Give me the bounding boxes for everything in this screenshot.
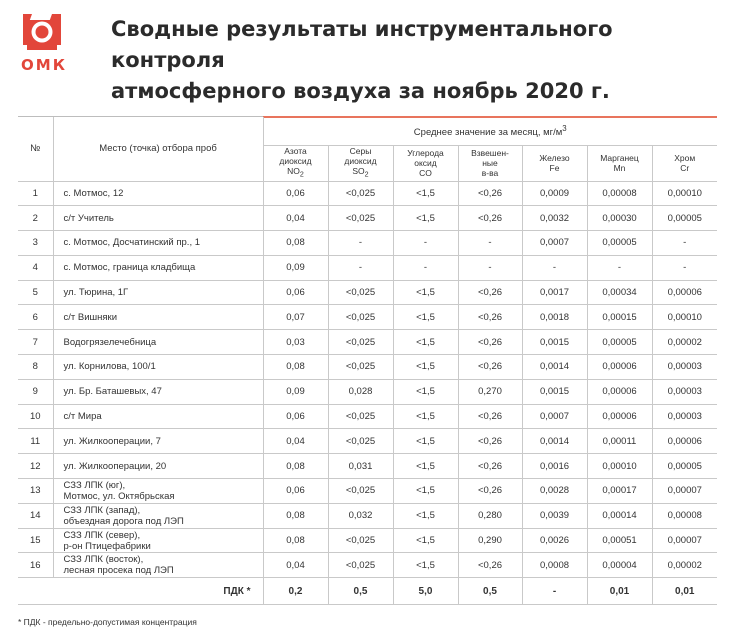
row-value: <1,5 xyxy=(393,553,458,578)
row-value: <0,025 xyxy=(328,355,393,380)
pdk-value: 0,2 xyxy=(263,578,328,605)
row-value: - xyxy=(458,255,522,280)
row-value: 0,00010 xyxy=(652,181,717,206)
row-value: 0,00007 xyxy=(652,528,717,553)
title-line-1: Сводные результаты инструментального контроля xyxy=(111,17,613,72)
header-pollutant xyxy=(652,145,717,181)
pdk-value: 0,5 xyxy=(458,578,522,605)
pollutant-name-line1: Взвешен- xyxy=(471,148,509,158)
row-value: <1,5 xyxy=(393,355,458,380)
pollutant-formula: Fe xyxy=(549,163,560,173)
row-value: - xyxy=(393,231,458,256)
row-value: <1,5 xyxy=(393,305,458,330)
row-value: 0,0016 xyxy=(522,454,587,479)
row-value: - xyxy=(328,255,393,280)
row-value: <1,5 xyxy=(393,528,458,553)
row-value: <1,5 xyxy=(393,503,458,528)
row-place-line: лесная просека под ЛЭП xyxy=(63,565,174,577)
row-place xyxy=(53,553,263,578)
row-value: 0,00010 xyxy=(652,305,717,330)
row-value: <0,025 xyxy=(328,479,393,504)
row-value: 0,0007 xyxy=(522,404,587,429)
row-value: 0,04 xyxy=(263,553,328,578)
row-value: 0,00005 xyxy=(652,454,717,479)
table-row xyxy=(18,280,717,305)
row-value: 0,06 xyxy=(263,479,328,504)
row-value: <0,025 xyxy=(328,330,393,355)
pdk-label: ПДК * xyxy=(18,578,263,605)
row-value: 0,0032 xyxy=(522,206,587,231)
pdk-value: - xyxy=(522,578,587,605)
row-value: 0,08 xyxy=(263,528,328,553)
pollutant-formula: CO xyxy=(419,168,432,178)
header-pollutant xyxy=(328,145,393,181)
pollutant-name-line1: Серы xyxy=(349,146,372,157)
row-value: 0,00011 xyxy=(587,429,652,454)
row-value: 0,00017 xyxy=(587,479,652,504)
row-value: 0,00005 xyxy=(652,206,717,231)
row-place xyxy=(53,528,263,553)
row-value: 0,0015 xyxy=(522,330,587,355)
table-row xyxy=(18,429,717,454)
row-value: 0,270 xyxy=(458,379,522,404)
row-value: <0,26 xyxy=(458,181,522,206)
pollutant-name-line2: оксид xyxy=(414,158,437,168)
row-value: 0,0028 xyxy=(522,479,587,504)
row-value: <1,5 xyxy=(393,479,458,504)
row-value: 0,00010 xyxy=(587,454,652,479)
row-value: 0,0039 xyxy=(522,503,587,528)
row-value: - xyxy=(587,255,652,280)
header-number: № xyxy=(18,117,53,181)
row-value: <1,5 xyxy=(393,379,458,404)
row-place-line: СЗЗ ЛПК (юг), xyxy=(63,479,126,491)
table-row xyxy=(18,181,717,206)
row-value: 0,09 xyxy=(263,379,328,404)
row-number: 7 xyxy=(18,330,53,355)
row-place-line: р-он Птицефабрики xyxy=(63,540,151,552)
row-value: <1,5 xyxy=(393,454,458,479)
row-number: 8 xyxy=(18,355,53,380)
pollutant-name-line2: диоксид xyxy=(279,156,312,167)
row-value: <0,26 xyxy=(458,305,522,330)
row-value: 0,00003 xyxy=(652,404,717,429)
row-place-line: ул. Корнилова, 100/1 xyxy=(63,361,156,373)
row-value: 0,00006 xyxy=(652,280,717,305)
header-average-sup: 3 xyxy=(562,123,567,133)
row-value: <0,26 xyxy=(458,479,522,504)
row-value: <0,26 xyxy=(458,330,522,355)
table-body xyxy=(18,181,717,605)
row-value: 0,00006 xyxy=(587,404,652,429)
footnote: * ПДК - предельно-допустимая концентрация xyxy=(18,617,197,627)
row-number: 14 xyxy=(18,503,53,528)
pollutant-formula: Mn xyxy=(613,163,626,173)
row-value: <0,025 xyxy=(328,553,393,578)
row-value: 0,00051 xyxy=(587,528,652,553)
row-place-line: Мотмос, ул. Октябрьская xyxy=(63,490,175,502)
row-value: - xyxy=(652,255,717,280)
row-value: <0,025 xyxy=(328,280,393,305)
row-value: 0,08 xyxy=(263,503,328,528)
row-value: 0,08 xyxy=(263,355,328,380)
row-place xyxy=(53,255,263,280)
row-value: 0,0014 xyxy=(522,355,587,380)
row-value: 0,0008 xyxy=(522,553,587,578)
title-line-2: атмосферного воздуха за ноябрь 2020 г. xyxy=(111,79,610,103)
pollutant-name-line2: Марганец xyxy=(600,153,639,163)
pollutant-formula: SO xyxy=(352,166,365,177)
pollutant-formula-sub: 2 xyxy=(299,170,304,179)
header-pollutant xyxy=(263,145,328,181)
row-place-line: ул. Жилкооперации, 7 xyxy=(63,435,161,447)
table-row xyxy=(18,404,717,429)
row-number: 2 xyxy=(18,206,53,231)
row-value: 0,03 xyxy=(263,330,328,355)
table-row xyxy=(18,454,717,479)
table-row xyxy=(18,231,717,256)
row-value: 0,00004 xyxy=(587,553,652,578)
row-number: 3 xyxy=(18,231,53,256)
row-value: 0,08 xyxy=(263,454,328,479)
row-number: 4 xyxy=(18,255,53,280)
row-value: 0,0017 xyxy=(522,280,587,305)
row-value: <1,5 xyxy=(393,330,458,355)
row-value: 0,07 xyxy=(263,305,328,330)
row-place xyxy=(53,503,263,528)
row-value: 0,00006 xyxy=(587,355,652,380)
omk-logo xyxy=(14,14,72,74)
row-value: <1,5 xyxy=(393,429,458,454)
row-value: 0,032 xyxy=(328,503,393,528)
pdk-value: 5,0 xyxy=(393,578,458,605)
row-value: 0,00008 xyxy=(652,503,717,528)
row-value: 0,0014 xyxy=(522,429,587,454)
row-value: 0,290 xyxy=(458,528,522,553)
row-value: 0,00005 xyxy=(587,231,652,256)
row-value: 0,0026 xyxy=(522,528,587,553)
row-value: 0,0007 xyxy=(522,231,587,256)
row-value: - xyxy=(652,231,717,256)
row-number: 11 xyxy=(18,429,53,454)
row-place xyxy=(53,404,263,429)
row-value: 0,00003 xyxy=(652,379,717,404)
row-value: <0,025 xyxy=(328,429,393,454)
row-value: 0,00030 xyxy=(587,206,652,231)
row-value: <0,26 xyxy=(458,280,522,305)
row-value: <0,26 xyxy=(458,404,522,429)
row-value: 0,04 xyxy=(263,206,328,231)
row-value: <0,025 xyxy=(328,305,393,330)
pollutant-formula: NO xyxy=(287,166,300,177)
row-number: 16 xyxy=(18,553,53,578)
row-number: 12 xyxy=(18,454,53,479)
header-pollutant xyxy=(393,145,458,181)
row-place xyxy=(53,305,263,330)
row-value: <0,025 xyxy=(328,528,393,553)
row-value: 0,00015 xyxy=(587,305,652,330)
row-place xyxy=(53,479,263,504)
row-value: 0,00005 xyxy=(587,330,652,355)
row-value: 0,00002 xyxy=(652,330,717,355)
row-place xyxy=(53,181,263,206)
row-value: 0,06 xyxy=(263,280,328,305)
table-row xyxy=(18,330,717,355)
row-place-line: СЗЗ ЛПК (север), xyxy=(63,529,141,541)
row-place xyxy=(53,429,263,454)
row-place-line: с/т Учитель xyxy=(63,212,114,224)
row-place-line: с/т Вишняки xyxy=(63,311,117,323)
table-row xyxy=(18,553,717,578)
header-average xyxy=(263,117,717,145)
row-value: 0,00003 xyxy=(652,355,717,380)
row-place xyxy=(53,231,263,256)
row-place-line: ул. Бр. Баташевых, 47 xyxy=(63,386,162,398)
pollutant-name-line2: диоксид xyxy=(344,156,377,167)
header-pollutant xyxy=(587,145,652,181)
row-value: <0,26 xyxy=(458,206,522,231)
table-row xyxy=(18,305,717,330)
row-value: <0,26 xyxy=(458,553,522,578)
pollutant-formula-sub: 2 xyxy=(364,170,369,179)
header-pollutant xyxy=(458,145,522,181)
row-value: <0,26 xyxy=(458,454,522,479)
row-value: 0,0015 xyxy=(522,379,587,404)
row-value: <1,5 xyxy=(393,404,458,429)
row-value: <1,5 xyxy=(393,181,458,206)
row-place-line: объездная дорога под ЛЭП xyxy=(63,515,184,527)
row-value: 0,00014 xyxy=(587,503,652,528)
row-value: 0,0009 xyxy=(522,181,587,206)
row-value: 0,00034 xyxy=(587,280,652,305)
pdk-value: 0,5 xyxy=(328,578,393,605)
pollutant-formula-wrap xyxy=(266,166,326,180)
row-value: 0,04 xyxy=(263,429,328,454)
row-place-line: с/т Мира xyxy=(63,411,102,423)
row-value: 0,00007 xyxy=(652,479,717,504)
air-quality-table xyxy=(18,117,717,605)
row-number: 13 xyxy=(18,479,53,504)
pollutant-name-line2: ные xyxy=(482,158,498,168)
row-value: 0,00008 xyxy=(587,181,652,206)
table-row xyxy=(18,528,717,553)
header-average-text: Среднее значение за месяц, мг/м xyxy=(413,126,563,138)
table-row xyxy=(18,503,717,528)
row-value: <0,025 xyxy=(328,181,393,206)
header-row-main xyxy=(18,117,717,145)
row-value: - xyxy=(393,255,458,280)
table-row xyxy=(18,255,717,280)
row-value: <1,5 xyxy=(393,206,458,231)
row-number: 10 xyxy=(18,404,53,429)
page-title xyxy=(111,14,731,107)
pollutant-name-line1: Углерода xyxy=(407,148,444,158)
pollutant-formula: Cr xyxy=(680,163,690,173)
pdk-value: 0,01 xyxy=(652,578,717,605)
row-value: 0,06 xyxy=(263,404,328,429)
row-value: 0,00006 xyxy=(652,429,717,454)
row-value: - xyxy=(522,255,587,280)
row-place xyxy=(53,379,263,404)
row-value: <1,5 xyxy=(393,280,458,305)
row-value: 0,031 xyxy=(328,454,393,479)
table-row xyxy=(18,479,717,504)
row-number: 6 xyxy=(18,305,53,330)
row-place xyxy=(53,330,263,355)
pollutant-formula: в-ва xyxy=(481,168,499,178)
row-value: <0,025 xyxy=(328,206,393,231)
row-place-line: с. Мотмос, 12 xyxy=(63,187,124,199)
row-number: 15 xyxy=(18,528,53,553)
row-place-line: СЗЗ ЛПК (восток), xyxy=(63,554,144,566)
pollutant-name-line1: Азота xyxy=(284,146,307,157)
row-place xyxy=(53,280,263,305)
pollutant-name-line2: Хром xyxy=(674,153,696,163)
row-value: 0,280 xyxy=(458,503,522,528)
pdk-row xyxy=(18,578,717,605)
row-place xyxy=(53,454,263,479)
row-place xyxy=(53,355,263,380)
row-value: 0,00002 xyxy=(652,553,717,578)
row-place xyxy=(53,206,263,231)
row-value: 0,08 xyxy=(263,231,328,256)
table-row xyxy=(18,379,717,404)
row-value: 0,06 xyxy=(263,181,328,206)
pdk-value: 0,01 xyxy=(587,578,652,605)
row-place-line: с. Мотмос, граница кладбища xyxy=(63,262,196,274)
pollutant-formula-wrap xyxy=(331,166,391,180)
omk-logo-mark-icon xyxy=(23,14,61,50)
header-pollutant xyxy=(522,145,587,181)
row-value: 0,00006 xyxy=(587,379,652,404)
table-row xyxy=(18,355,717,380)
row-place-line: с. Мотмос, Досчатинский пр., 1 xyxy=(63,237,201,249)
row-value: - xyxy=(458,231,522,256)
row-value: <0,025 xyxy=(328,404,393,429)
row-place-line: СЗЗ ЛПК (запад), xyxy=(63,504,141,516)
row-number: 5 xyxy=(18,280,53,305)
row-value: 0,09 xyxy=(263,255,328,280)
row-value: - xyxy=(328,231,393,256)
table-row xyxy=(18,206,717,231)
row-place-line: Водогрязелечебница xyxy=(63,336,157,348)
pollutant-name-line2: Железо xyxy=(539,153,570,163)
row-number: 9 xyxy=(18,379,53,404)
header-place: Место (точка) отбора проб xyxy=(53,117,263,181)
row-place-line: ул. Тюрина, 1Г xyxy=(63,287,129,299)
row-value: <0,26 xyxy=(458,429,522,454)
row-value: 0,028 xyxy=(328,379,393,404)
row-value: 0,0018 xyxy=(522,305,587,330)
row-value: <0,26 xyxy=(458,355,522,380)
row-place-line: ул. Жилкооперации, 20 xyxy=(63,460,167,472)
omk-logo-text: ОМК xyxy=(21,56,67,74)
row-number: 1 xyxy=(18,181,53,206)
